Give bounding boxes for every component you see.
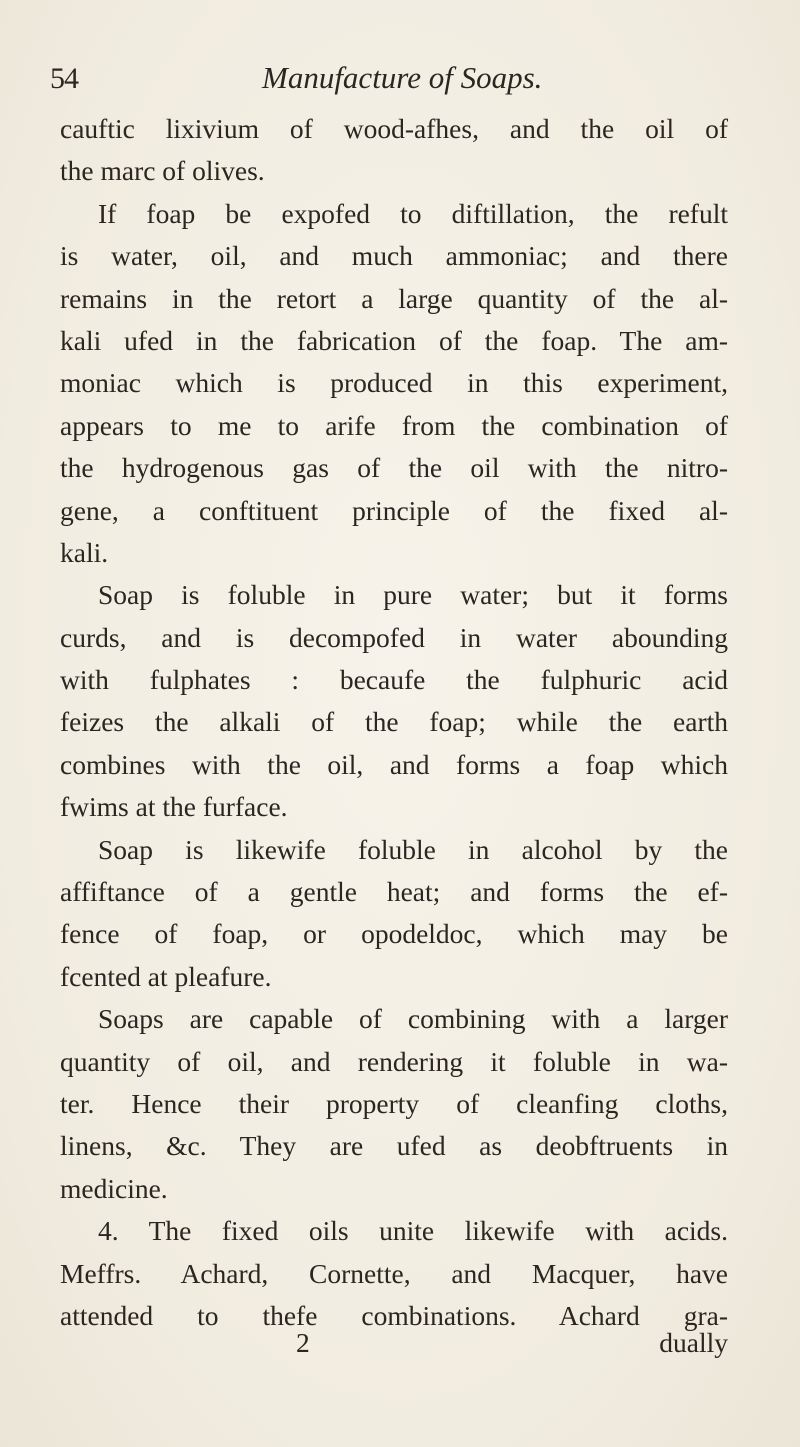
text-line: Soap is foluble in pure water; but it forms bbox=[98, 579, 728, 611]
page-header bbox=[50, 58, 750, 102]
running-title: Manufacture of Soaps. bbox=[262, 60, 543, 95]
signature-mark: 2 bbox=[296, 1327, 310, 1358]
text-line: gene, a conftituent principle of the fixed al- bbox=[60, 494, 728, 526]
text-line: affiftance of a gentle heat; and forms the ef- bbox=[60, 876, 728, 908]
page-footer bbox=[60, 1322, 728, 1364]
text-line: medicine. bbox=[60, 1172, 168, 1204]
text-line: Soaps are capable of combining with a larger bbox=[98, 1003, 728, 1035]
text-line: the hydrogenous gas of the oil with the nitro- bbox=[60, 452, 728, 484]
text-line: appears to me to arife from the combination of bbox=[60, 409, 728, 441]
text-line: fwims at the furface. bbox=[60, 791, 288, 823]
catchword: dually bbox=[659, 1327, 728, 1358]
text-line: ter. Hence their property of cleanfing cloths, bbox=[60, 1087, 728, 1119]
text-line: If foap be expofed to diftillation, the refult bbox=[98, 197, 728, 229]
text-line: fcented at pleafure. bbox=[60, 960, 272, 992]
text-line: linens, &c. They are ufed as deobftruents in bbox=[60, 1130, 728, 1162]
text-line: combines with the oil, and forms a foap which bbox=[60, 748, 728, 780]
text-line: kali. bbox=[60, 536, 109, 568]
text-line: Soap is likewife foluble in alcohol by the bbox=[98, 833, 728, 865]
body-text bbox=[60, 108, 728, 1337]
text-line: cauftic lixivium of wood-afhes, and the oil of bbox=[60, 113, 728, 144]
text-line: 4. The fixed oils unite likewife with acids. bbox=[98, 1215, 728, 1247]
text-line: is water, oil, and much ammoniac; and there bbox=[60, 240, 728, 272]
text-line: remains in the retort a large quantity of the al- bbox=[60, 282, 728, 314]
text-line: quantity of oil, and rendering it foluble in wa- bbox=[60, 1045, 728, 1077]
text-line: fence of foap, or opodeldoc, which may be bbox=[60, 918, 728, 950]
text-line: the marc of olives. bbox=[60, 155, 265, 187]
text-line: with fulphates : becaufe the fulphuric acid bbox=[60, 664, 728, 696]
text-line: kali ufed in the fabrication of the foap. The am- bbox=[60, 324, 728, 356]
text-line: moniac which is produced in this experiment, bbox=[60, 367, 728, 399]
text-line: attended to thefe combinations. Achard gra- bbox=[60, 1299, 728, 1331]
page-number: 54 bbox=[50, 62, 78, 95]
text-line: Meffrs. Achard, Cornette, and Macquer, have bbox=[60, 1257, 728, 1289]
text-line: curds, and is decompofed in water abounding bbox=[60, 621, 728, 653]
text-line: feizes the alkali of the foap; while the earth bbox=[60, 706, 728, 738]
